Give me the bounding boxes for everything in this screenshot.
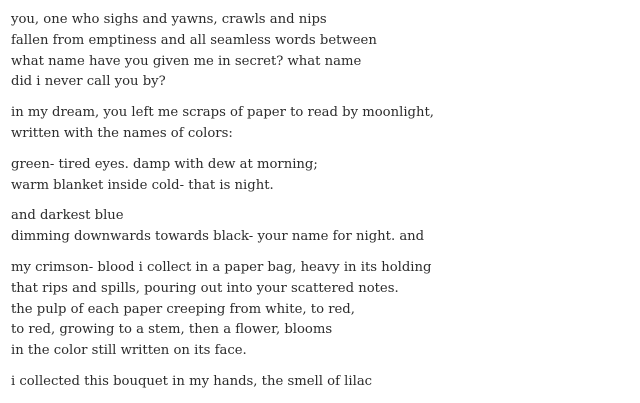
poem-line: in the color still written on its face. [11,343,247,359]
poem-line: my crimson- blood i collect in a paper bag, heavy in its holding [11,259,432,275]
poem-line: that rips and spills, pouring out into your scattered notes. [11,280,399,296]
poem-line: warm blanket inside cold- that is night. [11,177,274,193]
poem-line: and darkest blue [11,208,124,224]
stanza [11,155,631,197]
poem-line: dimming downwards towards black- your name for night. and [11,229,425,245]
stanza [11,206,631,248]
poem-text [11,10,631,403]
poem-line: the pulp of each paper creeping from white, to red, [11,301,355,317]
stanza [11,372,631,393]
poem-line: in my dream, you left me scraps of paper to read by moonlight, [11,105,434,121]
poem-line: i collected this bouquet in my hands, the smell of lilac [11,373,373,389]
stanza [11,258,631,362]
poem-line: green- tired eyes. damp with dew at morning; [11,156,318,172]
poem-line: did i never call you by? [11,74,166,90]
poem-line: you, one who sighs and yawns, crawls and nips [11,12,327,27]
poem-line: what name have you given me in secret? what name [11,53,362,69]
poem-line: fallen from emptiness and all seamless words between [11,32,377,48]
stanza [11,103,631,145]
stanza [11,10,631,93]
poem-line: written with the names of colors: [11,125,233,141]
poem-line: to red, growing to a stem, then a flower, blooms [11,322,333,338]
